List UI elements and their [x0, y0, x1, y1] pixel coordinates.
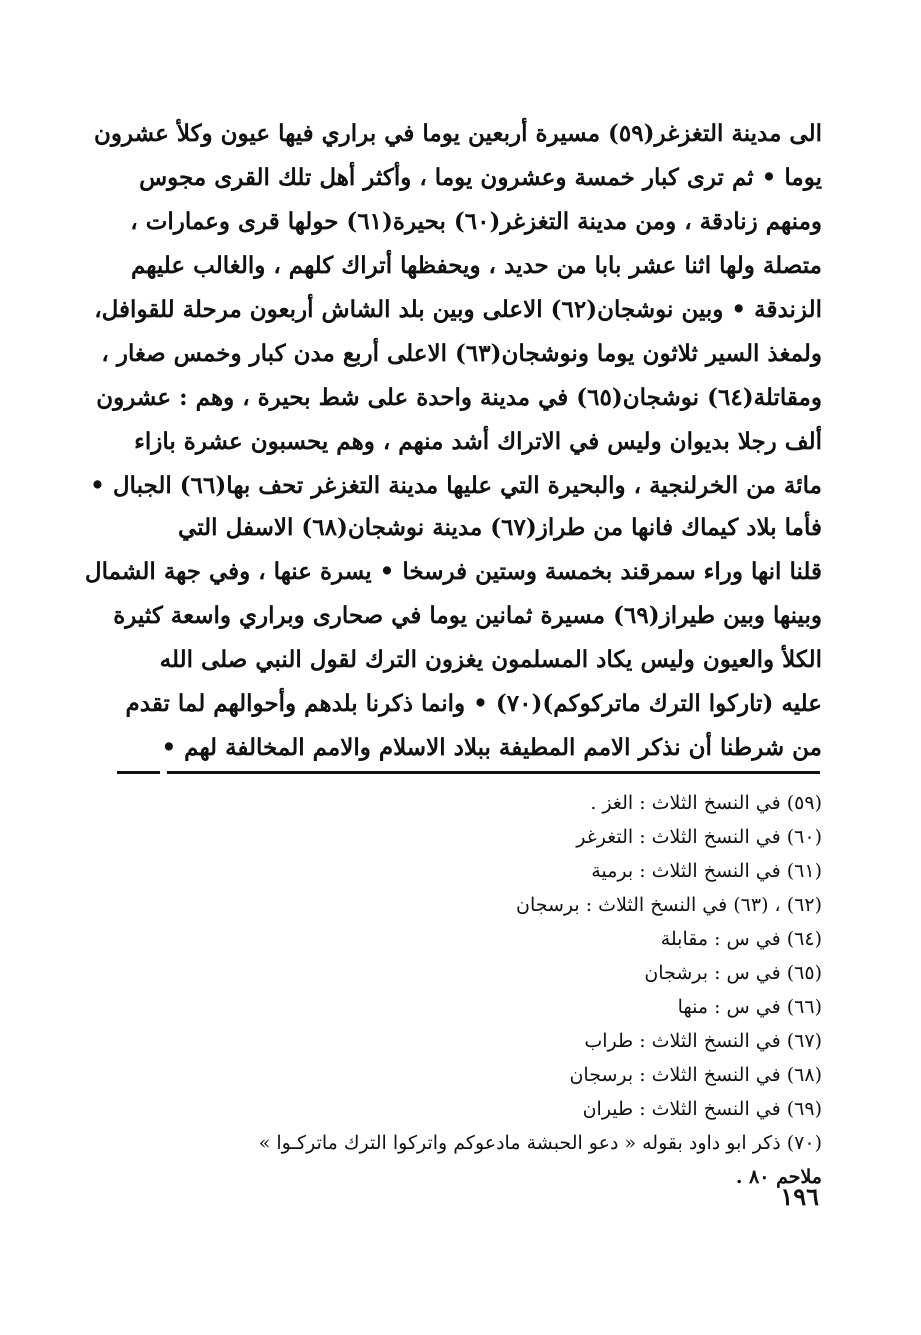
footnote-text: في النسخ الثلاث : طراب [584, 1030, 781, 1052]
footnote-text: في النسخ الثلاث : الغز . [590, 792, 781, 814]
separator-rule [167, 771, 820, 774]
footnote-text: في النسخ الثلاث : برمية [591, 860, 781, 882]
footnote-text: ذكر ابو داود بقوله « دعو الحبشة مادعوكم واتركوا الترك ماتركـوا » [258, 1132, 781, 1154]
text-line: الى مدينة التغزغر(٥٩) مسيرة أربعين يوما في براري فيها عيون وكلأ عشرون [93, 120, 822, 147]
footnote-number: (٦٠) [786, 826, 822, 848]
page-number: ١٩٦ [780, 1182, 819, 1211]
footnote-65 [112, 956, 822, 990]
paragraph-1 [90, 112, 822, 508]
footnote-64 [112, 922, 822, 956]
footnote-number: (٦١) [786, 860, 822, 882]
footnote-text: في النسخ الثلاث : برسجان [569, 1064, 781, 1086]
footnote-separator [117, 771, 820, 775]
text-line: من شرطنا أن نذكر الامم المطيفة ببلاد الاسلام والامم المخالفة لهم • [161, 734, 822, 761]
footnote-number: (٦٢) [786, 894, 822, 916]
text-line: الكلأ والعيون وليس يكاد المسلمون يغزون الترك لقول النبي صلى الله [159, 646, 822, 673]
footnotes [112, 786, 822, 1194]
paragraph-2 [84, 506, 822, 770]
footnote-number: (٦٨) [786, 1064, 822, 1086]
text-line: فأما بلاد كيماك فانها من طراز(٦٧) مدينة نوشجان(٦٨) الاسفل التي [178, 514, 822, 541]
footnote-number: (٦٦) [786, 996, 822, 1018]
text-line: ومقاتلة(٦٤) نوشجان(٦٥) في مدينة واحدة على شط بحيرة ، وهم : عشرون [96, 384, 822, 411]
footnote-61 [112, 854, 822, 888]
footnote-67 [112, 1024, 822, 1058]
text-line: ولمغذ السير ثلاثون يوما ونوشجان(٦٣) الاعلى أربع مدن كبار وخمس صغار ، [101, 340, 822, 367]
footnote-number: (٦٩) [786, 1098, 822, 1120]
text-line: متصلة ولها اثنا عشر بابا من حديد ، ويحفظها أتراك كلهم ، والغالب عليهم [130, 252, 822, 279]
text-line: الزندقة • وبين نوشجان(٦٢) الاعلى وبين بلد الشاش أربعون مرحلة للقوافل، [94, 296, 822, 323]
footnote-66 [112, 990, 822, 1024]
text-line: ومنهم زنادقة ، ومن مدينة التغزغر(٦٠) بحيرة(٦١) حولها قرى وعمارات ، [130, 208, 822, 235]
text-line: عليه (تاركوا الترك ماتركوكم)(٧٠) • وانما ذكرنا بلدهم وأحوالهم لما تقدم [125, 690, 822, 717]
footnote-number: (٦٥) [786, 962, 822, 984]
footnote-69 [112, 1092, 822, 1126]
footnote-text: في س : مقابلة [660, 928, 781, 950]
text-line: ألف رجلا بديوان وليس في الاتراك أشد منهم ، وهم يحسبون عشرة بازاء [134, 428, 822, 455]
text-line: مائة من الخرلنجية ، والبحيرة التي عليها مدينة التغزغر تحف بها(٦٦) الجبال • [90, 472, 822, 499]
text-line: يوما • ثم ترى كبار خمسة وعشرون يوما ، وأكثر أهل تلك القرى مجوس [139, 164, 822, 191]
footnote-text: في س : برشجان [644, 962, 781, 984]
footnote-number: (٥٩) [786, 792, 822, 814]
footnote-number: (٦٧) [786, 1030, 822, 1052]
footnote-text: في النسخ الثلاث : طيران [582, 1098, 781, 1120]
footnote-text: في النسخ الثلاث : التغرغر [576, 826, 781, 848]
footnote-text: ، (٦٣) في النسخ الثلاث : برسجان [516, 894, 781, 916]
footnote-62 [112, 888, 822, 922]
footnote-60 [112, 820, 822, 854]
footnote-59 [112, 786, 822, 820]
text-line: وبينها وبين طيراز(٦٩) مسيرة ثمانين يوما في صحارى وبراري واسعة كثيرة [113, 602, 822, 629]
footnote-number: (٧٠) [786, 1132, 822, 1154]
text-line: قلنا انها وراء سمرقند بخمسة وستين فرسخا • يسرة عنها ، وفي جهة الشمال [84, 558, 822, 585]
footnote-text: في س : منها [677, 996, 781, 1018]
footnote-continuation: ملاحم ٨٠ . [735, 1166, 822, 1188]
separator-dash [117, 771, 160, 774]
footnote-number: (٦٤) [786, 928, 822, 950]
footnote-68 [112, 1058, 822, 1092]
footnote-70 [112, 1126, 822, 1160]
